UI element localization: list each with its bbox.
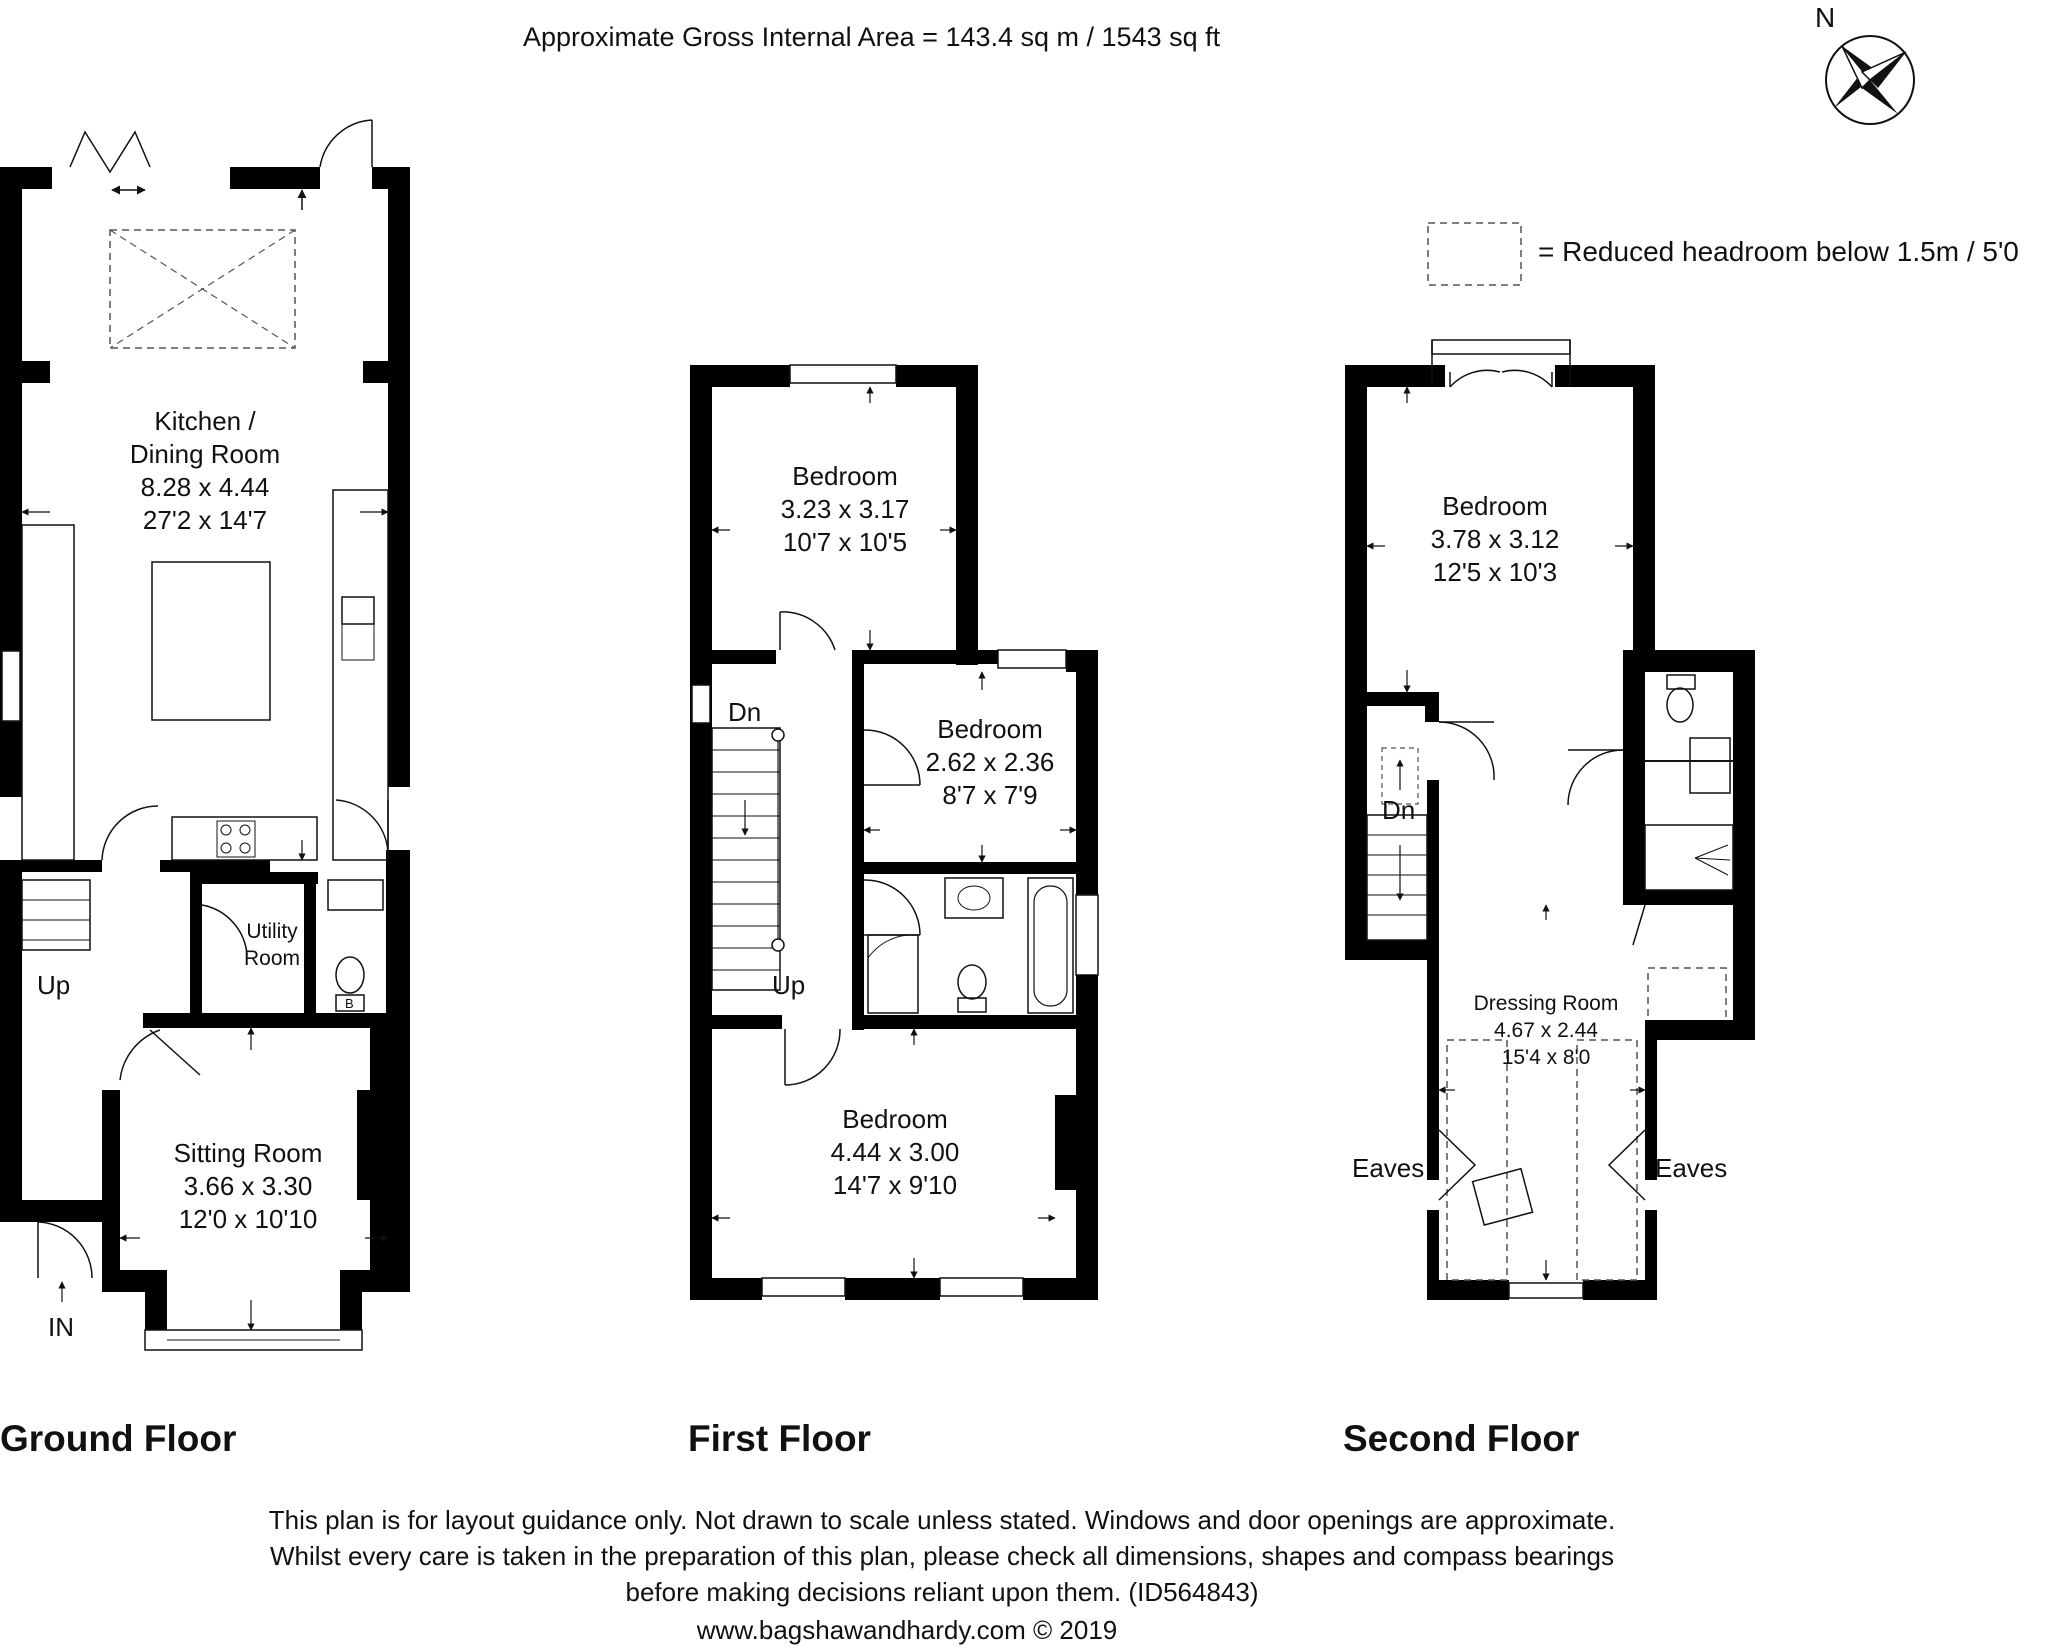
- sitting-room-metric: 3.66 x 3.30: [183, 1171, 313, 1201]
- first-bedroom-front-name: Bedroom: [842, 1104, 948, 1134]
- first-floor-title: First Floor: [688, 1418, 871, 1459]
- kitchen-metric: 8.28 x 4.44: [140, 472, 270, 502]
- ground-stairs-up-label: Up: [37, 970, 71, 1000]
- first-bedroom-front-label: [831, 1103, 960, 1202]
- dressing-room-label: [1474, 990, 1619, 1071]
- second-bedroom-metric: 3.78 x 3.12: [1430, 524, 1560, 554]
- dressing-room-metric: 4.67 x 2.44: [1494, 1019, 1598, 1042]
- first-bedroom-small-imperial: 8'7 x 7'9: [942, 780, 1038, 810]
- kitchen-label: [130, 405, 280, 537]
- first-bedroom-rear-metric: 3.23 x 3.17: [780, 494, 910, 524]
- sitting-room-label: [174, 1137, 323, 1236]
- first-bedroom-rear-imperial: 10'7 x 10'5: [782, 527, 908, 557]
- copyright-link[interactable]: www.bagshawandhardy.com © 2019: [696, 1615, 1118, 1645]
- sitting-room-name: Sitting Room: [173, 1138, 323, 1168]
- utility-line1: Utility: [246, 920, 298, 943]
- disclaimer-line-3: before making decisions reliant upon them. (ID564843): [625, 1577, 1259, 1607]
- second-stairs-down-label: Dn: [1382, 795, 1416, 825]
- first-bedroom-rear-label: [781, 460, 910, 559]
- first-bedroom-rear-name: Bedroom: [792, 461, 898, 491]
- kitchen-name-line1: Kitchen /: [154, 406, 256, 436]
- second-bedroom-imperial: 12'5 x 10'3: [1432, 557, 1558, 587]
- ground-floor-title: Ground Floor: [0, 1418, 237, 1459]
- compass-rose-icon: [1826, 36, 1914, 124]
- entrance-label: IN: [48, 1312, 74, 1342]
- north-indicator: N: [1815, 2, 1836, 33]
- first-bedroom-small-metric: 2.62 x 2.36: [925, 747, 1055, 777]
- dressing-room-name: Dressing Room: [1473, 992, 1619, 1015]
- second-bedroom-name: Bedroom: [1442, 491, 1548, 521]
- eaves-left-label: Eaves: [1352, 1153, 1425, 1183]
- utility-room-label: [244, 918, 300, 972]
- disclaimer-line-1: This plan is for layout guidance only. Not drawn to scale unless stated. Windows and door openings are approximate.: [268, 1505, 1616, 1535]
- gross-internal-area-text: Approximate Gross Internal Area = 143.4 sq m / 1543 sq ft: [523, 22, 1221, 52]
- utility-line2: Room: [243, 947, 301, 970]
- legend-text: = Reduced headroom below 1.5m / 5'0: [1538, 236, 2019, 267]
- dressing-room-imperial: 15'4 x 8'0: [1501, 1046, 1591, 1069]
- eaves-right-label: Eaves: [1655, 1153, 1728, 1183]
- boiler-label: B: [345, 996, 354, 1011]
- first-stairs-up-label: Up: [772, 970, 806, 1000]
- first-bedroom-front-imperial: 14'7 x 9'10: [832, 1170, 958, 1200]
- kitchen-name-line2: Dining Room: [129, 439, 281, 469]
- sitting-room-imperial: 12'0 x 10'10: [178, 1204, 318, 1234]
- kitchen-imperial: 27'2 x 14'7: [142, 505, 268, 535]
- first-bedroom-front-metric: 4.44 x 3.00: [830, 1137, 960, 1167]
- first-bedroom-small-name: Bedroom: [937, 714, 1043, 744]
- first-stairs-down-label: Dn: [728, 697, 762, 727]
- second-floor-title: Second Floor: [1343, 1418, 1580, 1459]
- disclaimer-line-2: Whilst every care is taken in the preparation of this plan, please check all dimensions, shapes and compass bearings: [269, 1541, 1615, 1571]
- first-bedroom-small-label: [926, 713, 1055, 812]
- dashed-box-icon: [1428, 223, 1521, 285]
- second-bedroom-label: [1431, 490, 1560, 589]
